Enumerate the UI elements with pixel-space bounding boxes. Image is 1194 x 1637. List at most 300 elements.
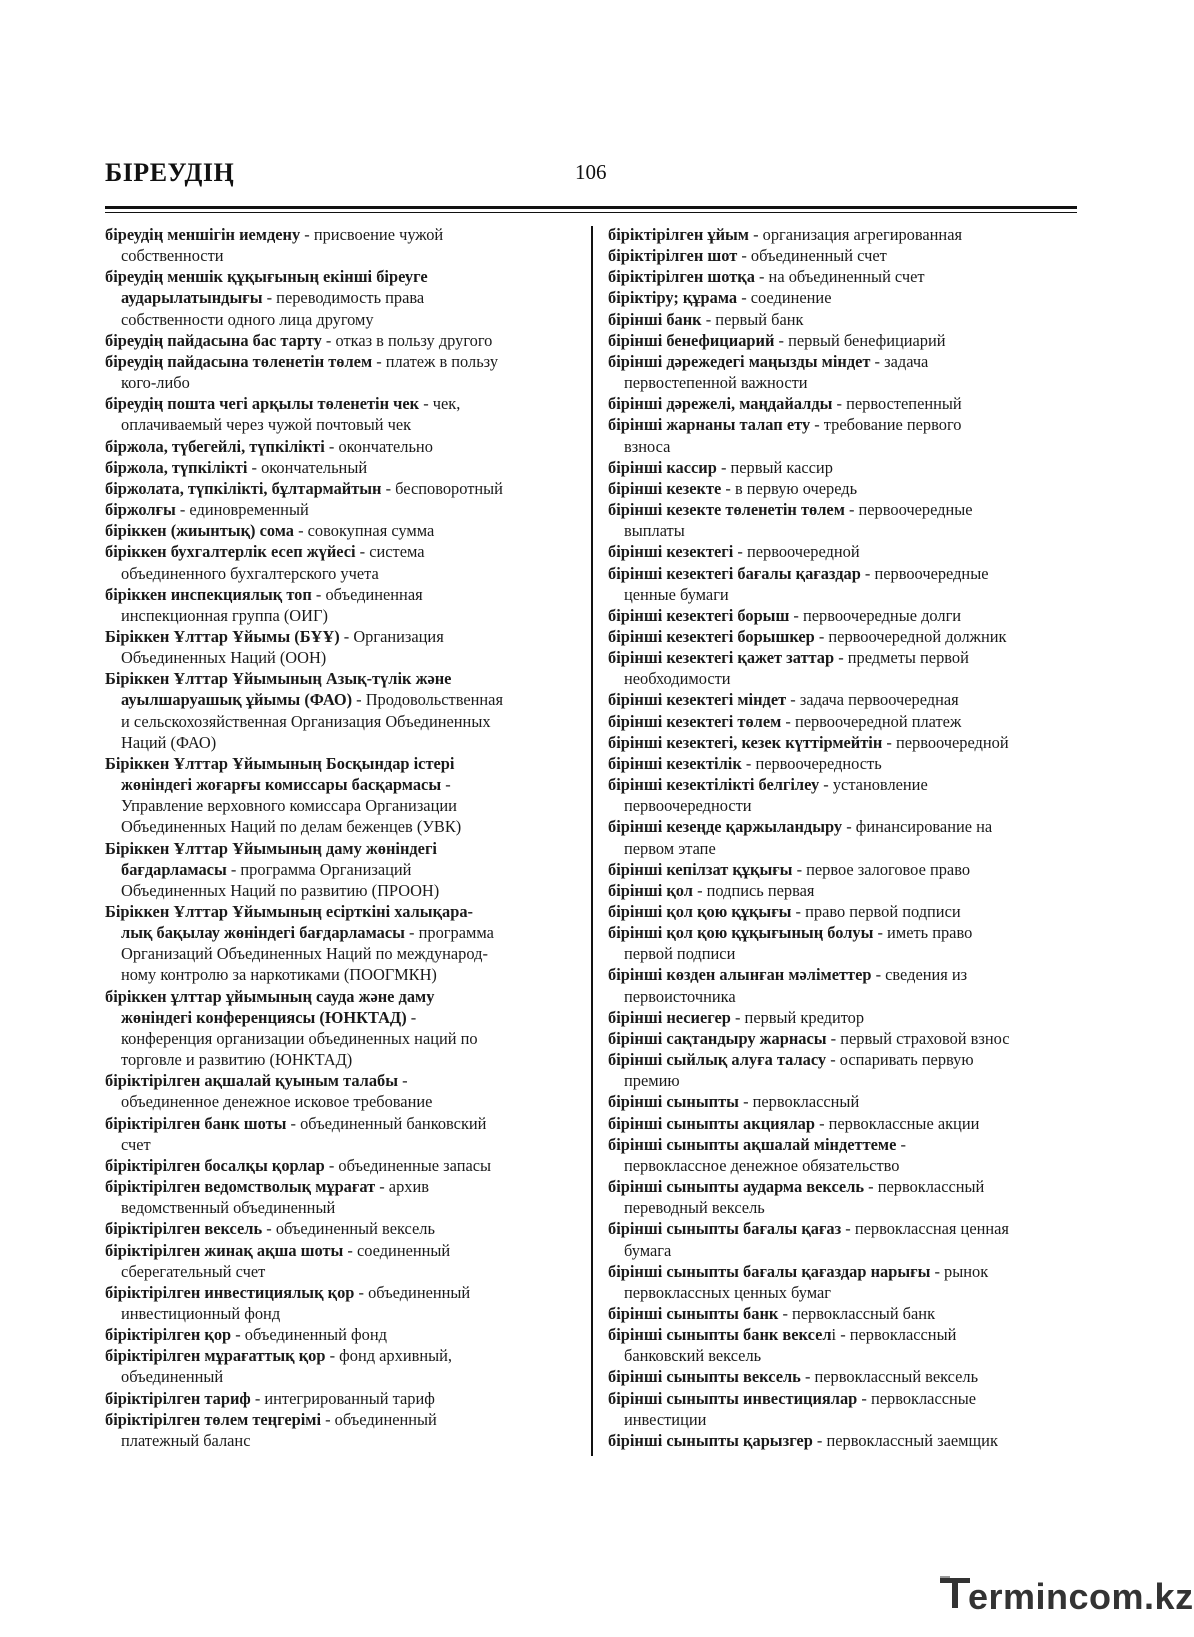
entry-term: біреудің пошта чегі арқылы төленетін чек xyxy=(105,394,420,414)
entry-term: бірінші дәрежедегі маңызды міндет xyxy=(608,351,871,371)
entry-continuation: и сельскохозяйственная Организация Объединенных xyxy=(121,711,491,731)
entry-term: Біріккен Ұлттар Ұйымының Азық-түлік және xyxy=(105,669,452,689)
dictionary-entry xyxy=(608,1218,1080,1260)
entry-separator: - xyxy=(404,923,419,943)
entry-definition: совокупная сумма xyxy=(307,521,435,541)
dictionary-entry xyxy=(105,1240,575,1282)
entry-definition: объединенный фонд xyxy=(244,1325,387,1345)
entry-line xyxy=(608,1049,1080,1070)
entry-line xyxy=(105,838,575,859)
entry-line xyxy=(608,605,1080,626)
entry-line xyxy=(105,224,575,245)
entry-line xyxy=(608,626,1080,647)
page-header xyxy=(105,158,1075,198)
entry-line xyxy=(608,1366,1080,1387)
entry-term: бірінші кезектегі борыш xyxy=(608,605,790,625)
entry-term: Біріккен Ұлттар Ұйымы (БҰҰ) xyxy=(105,626,340,646)
entry-separator: - xyxy=(792,859,807,879)
entry-continuation: объединенного бухгалтерского учета xyxy=(121,563,379,583)
entry-definition: сведения из xyxy=(885,965,968,985)
entry-line xyxy=(105,986,575,1007)
entry-definition: соединенный xyxy=(356,1240,451,1260)
entry-continuation: собственности xyxy=(121,246,224,266)
entry-definition: первоочередные долги xyxy=(802,605,962,625)
entry-separator: - xyxy=(826,1028,841,1048)
entry-term: біріктірілген ведомстволық мұрағат xyxy=(105,1177,376,1197)
entry-separator: - xyxy=(810,415,824,435)
entry-separator: - xyxy=(250,1388,265,1408)
dictionary-entry xyxy=(105,1070,575,1112)
entry-term: біреудің пайдасына бас тарту xyxy=(105,330,322,350)
dictionary-entry xyxy=(105,457,575,478)
entry-term: біріктірілген шот xyxy=(608,246,738,266)
entry-term: бірінші жарнаны талап ету xyxy=(608,415,811,435)
dictionary-entry xyxy=(105,901,575,986)
entry-separator: - xyxy=(842,817,856,837)
entry-definition: первоочередной xyxy=(895,732,1009,752)
entry-definition: оспаривать первую xyxy=(839,1050,974,1070)
dictionary-entry xyxy=(608,711,1080,732)
dictionary-entry xyxy=(105,1218,575,1239)
dictionary-entry xyxy=(105,520,575,541)
dictionary-entry xyxy=(608,1388,1080,1430)
entry-term: біржолғы xyxy=(105,500,176,520)
entry-term: біріккен инспекциялық топ xyxy=(105,584,312,604)
dictionary-entry xyxy=(105,626,575,668)
entry-term: жөніндегі жоғарғы комиссары басқармасы xyxy=(121,775,442,795)
entry-definition: первоочередной должник xyxy=(828,626,1007,646)
entry-definition: первоклассный вексель xyxy=(814,1367,979,1387)
entry-separator: - xyxy=(262,288,277,308)
dictionary-entry xyxy=(608,1007,1080,1028)
entry-line xyxy=(608,880,1080,901)
entry-line xyxy=(608,1388,1080,1409)
site-logo[interactable] xyxy=(938,1576,1194,1626)
entry-continuation: сберегательный счет xyxy=(121,1261,266,1281)
entry-definition: первоклассные xyxy=(870,1388,977,1408)
entry-continuation: первом этапе xyxy=(624,838,716,858)
entry-separator: - xyxy=(372,351,386,371)
entry-continuation: первоочередности xyxy=(624,796,752,816)
entry-line xyxy=(105,859,575,880)
entry-separator: - xyxy=(860,563,875,583)
entry-term: Біріккен Ұлттар Ұйымының есірткіні халықара- xyxy=(105,902,473,921)
entry-line xyxy=(608,309,1080,330)
entry-separator: - xyxy=(441,775,451,795)
entry-term: біріктіру; құрама xyxy=(608,288,738,308)
entry-term: бірінші кезекте xyxy=(608,478,722,498)
entry-line xyxy=(608,1261,1080,1282)
entry-line xyxy=(608,901,1080,922)
entry-definition: задача первоочередная xyxy=(799,690,959,710)
entry-separator: - xyxy=(375,1177,389,1197)
entry-term: біріктірілген тариф xyxy=(105,1388,251,1408)
entry-continuation: Управление верховного комиссара Организации xyxy=(121,796,457,816)
header-rule-thin xyxy=(105,212,1077,213)
entry-line xyxy=(608,753,1080,774)
entry-definition: платеж в пользу xyxy=(385,351,499,371)
dictionary-entry xyxy=(608,414,1080,456)
entry-definition: подпись первая xyxy=(706,880,815,900)
entry-continuation: взноса xyxy=(624,436,671,456)
entry-definition: финансирование на xyxy=(855,817,993,837)
entry-definition: требование первого xyxy=(823,415,962,435)
dictionary-entry xyxy=(608,1430,1080,1451)
entry-line xyxy=(105,1324,575,1345)
entry-line xyxy=(608,859,1080,880)
entry-definition: интегрированный тариф xyxy=(264,1388,435,1408)
dictionary-entry xyxy=(608,880,1080,901)
entry-separator: - xyxy=(930,1261,945,1281)
entry-line xyxy=(105,1345,575,1366)
entry-term: Біріккен Ұлттар Ұйымының Босқындар істері xyxy=(105,753,455,773)
entry-definition: первый кассир xyxy=(730,457,833,477)
entry-term: бірінші сыныпты xyxy=(608,1092,739,1112)
entry-definition: архив xyxy=(388,1177,429,1197)
entry-continuation: инвестиционный фонд xyxy=(121,1303,281,1323)
entry-separator: - xyxy=(355,542,370,562)
entry-term: біржолата, түпкілікті, бұлтармайтын xyxy=(105,478,382,498)
entry-separator: - xyxy=(406,1007,417,1027)
dictionary-entry xyxy=(608,964,1080,1006)
entry-continuation: инспекционная группа (ОИГ) xyxy=(121,605,328,625)
entry-term: біріктірілген ақшалай қуыным талабы xyxy=(105,1071,399,1091)
entry-term: біржола, түпкілікті xyxy=(105,457,248,477)
dictionary-entry xyxy=(105,541,575,583)
entry-separator: - xyxy=(896,1134,906,1154)
entry-definition: соединение xyxy=(750,288,832,308)
entry-line xyxy=(105,1388,575,1409)
entry-continuation: Объединенных Наций по развитию (ПРООН) xyxy=(121,880,440,900)
entry-term: біріктірілген банк шоты xyxy=(105,1113,287,1133)
entry-term: бірінші сыныпты банк xyxy=(608,1303,779,1323)
entry-line xyxy=(105,753,575,774)
entry-separator: - xyxy=(321,1409,335,1429)
dictionary-entry xyxy=(608,816,1080,858)
dictionary-entry xyxy=(105,986,575,1071)
entry-term: бірінші көзден алынған мәліметтер xyxy=(608,965,872,985)
entry-term: біріктірілген қор xyxy=(105,1325,232,1345)
entry-line xyxy=(105,668,575,689)
entry-line xyxy=(608,541,1080,562)
dictionary-entry xyxy=(608,457,1080,478)
entry-term: Біріккен Ұлттар Ұйымының даму жөніндегі xyxy=(105,838,437,858)
entry-separator: - xyxy=(870,351,885,371)
entry-definition: установление xyxy=(832,775,928,795)
dictionary-entry xyxy=(608,393,1080,414)
dictionary-entry xyxy=(608,605,1080,626)
entry-definition: первоочередной xyxy=(746,542,860,562)
entry-separator: - xyxy=(871,965,886,985)
entry-line xyxy=(105,1218,575,1239)
entry-term: бірінші сыйлық алуға таласу xyxy=(608,1050,827,1070)
entry-definition: первоочередные xyxy=(858,500,973,520)
entry-definition: объединенный счет xyxy=(750,246,887,266)
entry-definition: предметы первой xyxy=(847,648,969,668)
entry-line xyxy=(105,330,575,351)
entry-continuation: выплаты xyxy=(624,521,685,541)
entry-term: біріккен (жиынтық) сома xyxy=(105,521,294,541)
dictionary-entry xyxy=(608,1176,1080,1218)
dictionary-entry xyxy=(105,1409,575,1451)
entry-term: біріктірілген инвестициялық қор xyxy=(105,1282,355,1302)
entry-definition: объединенная xyxy=(325,584,423,604)
dictionary-entry xyxy=(608,1366,1080,1387)
entry-definition: первоклассная ценная xyxy=(854,1219,1009,1239)
entry-continuation: ценные бумаги xyxy=(624,584,729,604)
dictionary-entry xyxy=(105,1345,575,1387)
entry-term: бірінші сыныпты бағалы қағаз xyxy=(608,1219,842,1239)
entry-term: біріктірілген босалқы қорлар xyxy=(105,1155,325,1175)
entry-term: бірінші кезектегі бағалы қағаздар xyxy=(608,563,861,583)
entry-term: лық бақылау жөніндегі бағдарламасы xyxy=(121,923,405,943)
entry-term: біріктірілген төлем теңгерімі xyxy=(105,1409,322,1429)
dictionary-entry xyxy=(608,1028,1080,1049)
entry-continuation: ному контролю за наркотиками (ПООГМКН) xyxy=(121,965,437,985)
entry-separator: - xyxy=(832,394,847,414)
entry-line xyxy=(105,922,575,943)
entry-line xyxy=(105,1113,575,1134)
entry-line xyxy=(608,964,1080,985)
entry-continuation: конференция организации объединенных наций по xyxy=(121,1028,478,1048)
entry-line xyxy=(608,1091,1080,1112)
dictionary-entry xyxy=(608,689,1080,710)
entry-continuation: первоклассных ценных бумаг xyxy=(624,1282,831,1302)
entry-separator: - xyxy=(819,775,833,795)
entry-line xyxy=(608,245,1080,266)
entry-separator: - xyxy=(741,753,756,773)
entry-continuation: премию xyxy=(624,1071,680,1091)
entry-definition: программа xyxy=(418,923,494,943)
entry-continuation: Наций (ФАО) xyxy=(121,732,217,752)
entry-term: ауылшаруашық ұйымы (ФАО) xyxy=(121,690,353,710)
entry-line xyxy=(608,1176,1080,1197)
entry-separator: - xyxy=(262,1219,276,1239)
entry-separator: - xyxy=(864,1177,878,1197)
entry-separator: - xyxy=(231,1325,245,1345)
dictionary-entry xyxy=(608,563,1080,605)
entry-continuation: Организаций Объединенных Наций по международ- xyxy=(121,944,488,964)
entry-line xyxy=(608,1324,1080,1345)
dictionary-entry xyxy=(608,732,1080,753)
dictionary-entry xyxy=(105,1155,575,1176)
entry-definition: первостепенный xyxy=(846,394,962,414)
entry-term: біреудің меншік құқығының екінші біреуге xyxy=(105,267,428,287)
entry-definition: право первой подписи xyxy=(805,902,961,921)
entry-definition: первоклассный xyxy=(877,1177,985,1197)
entry-line xyxy=(608,1113,1080,1134)
entry-separator: - xyxy=(352,690,366,710)
entry-definition: иметь право xyxy=(887,923,973,943)
entry-separator: - xyxy=(778,1303,792,1323)
entry-definition: объединенные запасы xyxy=(338,1155,492,1175)
dictionary-entry xyxy=(608,1091,1080,1112)
entry-definition: чек, xyxy=(432,394,461,414)
dictionary-entry xyxy=(608,266,1080,287)
entry-separator: - xyxy=(354,1282,369,1302)
entry-line xyxy=(608,689,1080,710)
entry-definition: система xyxy=(369,542,425,562)
entry-continuation: оплачиваемый через чужой почтовый чек xyxy=(121,415,412,435)
entry-separator: - xyxy=(339,626,354,646)
entry-line xyxy=(608,393,1080,414)
entry-term: бірінші кепілзат құқығы xyxy=(608,859,793,879)
entry-term: біріктірілген жинақ ақша шоты xyxy=(105,1240,344,1260)
dictionary-entry xyxy=(608,224,1080,245)
entry-separator: - xyxy=(873,923,888,943)
entry-separator: - xyxy=(774,330,789,350)
dictionary-entry xyxy=(608,922,1080,964)
entry-term: бағдарламасы xyxy=(121,859,227,879)
entry-definition: первый бенефициарий xyxy=(788,330,946,350)
entry-continuation: первоклассное денежное обязательство xyxy=(624,1155,900,1175)
entry-continuation: Объединенных Наций (ООН) xyxy=(121,648,327,668)
entry-line xyxy=(105,1282,575,1303)
entry-line xyxy=(105,393,575,414)
dictionary-entry xyxy=(105,351,575,393)
entry-separator: - xyxy=(844,500,859,520)
entry-continuation: бумага xyxy=(624,1240,672,1260)
entry-separator: і - xyxy=(831,1325,850,1345)
dictionary-entry xyxy=(105,584,575,626)
entry-term: біреудің пайдасына төленетін төлем xyxy=(105,351,373,371)
dictionary-entry xyxy=(105,330,575,351)
entry-separator: - xyxy=(841,1219,855,1239)
entry-term: біржола, түбегейлі, түпкілікті xyxy=(105,436,325,456)
left-column xyxy=(105,224,575,1451)
entry-separator: - xyxy=(754,267,769,287)
entry-term: бірінші дәрежелі, маңдайалды xyxy=(608,394,833,414)
entry-separator: - xyxy=(321,330,336,350)
entry-continuation: банковский вексель xyxy=(624,1346,762,1366)
entry-term: бірінші кезектегі, кезек күттірмейтін xyxy=(608,732,883,752)
entry-term: бірінші кезектілікті белгілеу xyxy=(608,775,820,795)
entry-line xyxy=(105,626,575,647)
entry-term: біріккен ұлттар ұйымының сауда және даму xyxy=(105,986,435,1006)
entry-definition: объединенный вексель xyxy=(275,1219,435,1239)
entry-term: біріктірілген шотқа xyxy=(608,267,755,287)
dictionary-entry xyxy=(608,478,1080,499)
entry-definition: переводимость права xyxy=(276,288,425,308)
entry-line xyxy=(105,266,575,287)
entry-separator: - xyxy=(701,309,716,329)
entry-line xyxy=(608,1430,1080,1451)
entry-term: бірінші кассир xyxy=(608,457,717,477)
entry-term: бірінші банк xyxy=(608,309,702,329)
entry-line xyxy=(105,541,575,562)
entry-line xyxy=(105,457,575,478)
entry-line xyxy=(608,1218,1080,1239)
entry-separator: - xyxy=(789,605,803,625)
entry-line xyxy=(608,330,1080,351)
entry-term: бірінші кезектегі төлем xyxy=(608,711,782,731)
entry-line xyxy=(608,732,1080,753)
entry-line xyxy=(608,774,1080,795)
entry-line xyxy=(105,1240,575,1261)
entry-definition: программа Организаций xyxy=(240,859,412,879)
entry-term: бірінші қол xyxy=(608,880,693,900)
entry-definition: первый банк xyxy=(715,309,804,329)
dictionary-entry xyxy=(608,626,1080,647)
entry-continuation: Объединенных Наций по делам беженцев (УВК) xyxy=(121,817,462,837)
entry-continuation: инвестиции xyxy=(624,1409,707,1429)
entry-term: бірінші несиегер xyxy=(608,1007,731,1027)
entry-separator: - xyxy=(733,542,747,562)
entry-separator: - xyxy=(398,1071,408,1091)
dictionary-entry xyxy=(105,1176,575,1218)
entry-separator: - xyxy=(857,1388,871,1408)
entry-term: жөніндегі конференциясы (ЮНКТАД) xyxy=(121,1007,407,1027)
dictionary-entry xyxy=(608,309,1080,330)
entry-definition: первоклассный заемщик xyxy=(826,1430,998,1450)
entry-definition: отказ в пользу другого xyxy=(335,330,493,350)
dictionary-entry xyxy=(105,753,575,838)
entry-separator: - xyxy=(748,225,763,244)
entry-separator: - xyxy=(730,1007,745,1027)
entry-term: бірінші сыныпты аударма вексель xyxy=(608,1177,865,1197)
dictionary-entry xyxy=(105,224,575,266)
entry-continuation: объединенный xyxy=(121,1367,224,1387)
entry-continuation: необходимости xyxy=(624,669,731,689)
dictionary-entry xyxy=(105,266,575,329)
dictionary-entry xyxy=(105,838,575,901)
entry-line xyxy=(608,922,1080,943)
entry-definition: первоклассный банк xyxy=(792,1303,936,1323)
entry-line xyxy=(608,1007,1080,1028)
entry-definition: первоочередной платеж xyxy=(794,711,962,731)
entry-definition: первоклассный xyxy=(752,1092,860,1112)
entry-line xyxy=(105,1070,575,1091)
dictionary-entry xyxy=(608,330,1080,351)
dictionary-entry xyxy=(608,351,1080,393)
entry-separator: - xyxy=(325,1346,340,1366)
dictionary-entry xyxy=(608,245,1080,266)
dictionary-entry xyxy=(608,499,1080,541)
dictionary-entry xyxy=(608,1303,1080,1324)
entry-continuation: торговле и развитию (ЮНКТАД) xyxy=(121,1050,353,1070)
column-divider xyxy=(591,226,593,1456)
entry-definition: окончательно xyxy=(338,436,433,456)
entry-definition: фонд архивный, xyxy=(339,1346,452,1366)
entry-definition: рынок xyxy=(944,1261,989,1281)
entry-separator: - xyxy=(781,711,795,731)
entry-separator: - xyxy=(812,1430,827,1450)
entry-term: бірінші сыныпты ақшалай міндеттеме xyxy=(608,1134,897,1154)
entry-term: бірінші бенефициарий xyxy=(608,330,775,350)
dictionary-entry xyxy=(105,1113,575,1155)
dictionary-entry xyxy=(608,1324,1080,1366)
entry-separator: - xyxy=(247,457,262,477)
entry-line xyxy=(608,224,1080,245)
entry-continuation: первостепенной важности xyxy=(624,373,808,393)
entry-definition: единовременный xyxy=(189,500,309,520)
entry-definition: на объединенный счет xyxy=(768,267,925,287)
dictionary-entry xyxy=(608,647,1080,689)
entry-line xyxy=(105,287,575,308)
entry-line xyxy=(105,1176,575,1197)
entry-continuation: собственности одного лица другому xyxy=(121,309,374,329)
entry-separator: - xyxy=(324,436,339,456)
dictionary-entry xyxy=(608,901,1080,922)
entry-line xyxy=(608,711,1080,732)
entry-line xyxy=(105,774,575,795)
dictionary-entry xyxy=(105,436,575,457)
dictionary-entry xyxy=(105,499,575,520)
entry-separator: - xyxy=(294,521,308,541)
entry-term: бірінші сақтандыру жарнасы xyxy=(608,1028,827,1048)
right-column xyxy=(608,224,1080,1451)
entry-term: бірінші қол қою құқығының болуы xyxy=(608,923,874,943)
